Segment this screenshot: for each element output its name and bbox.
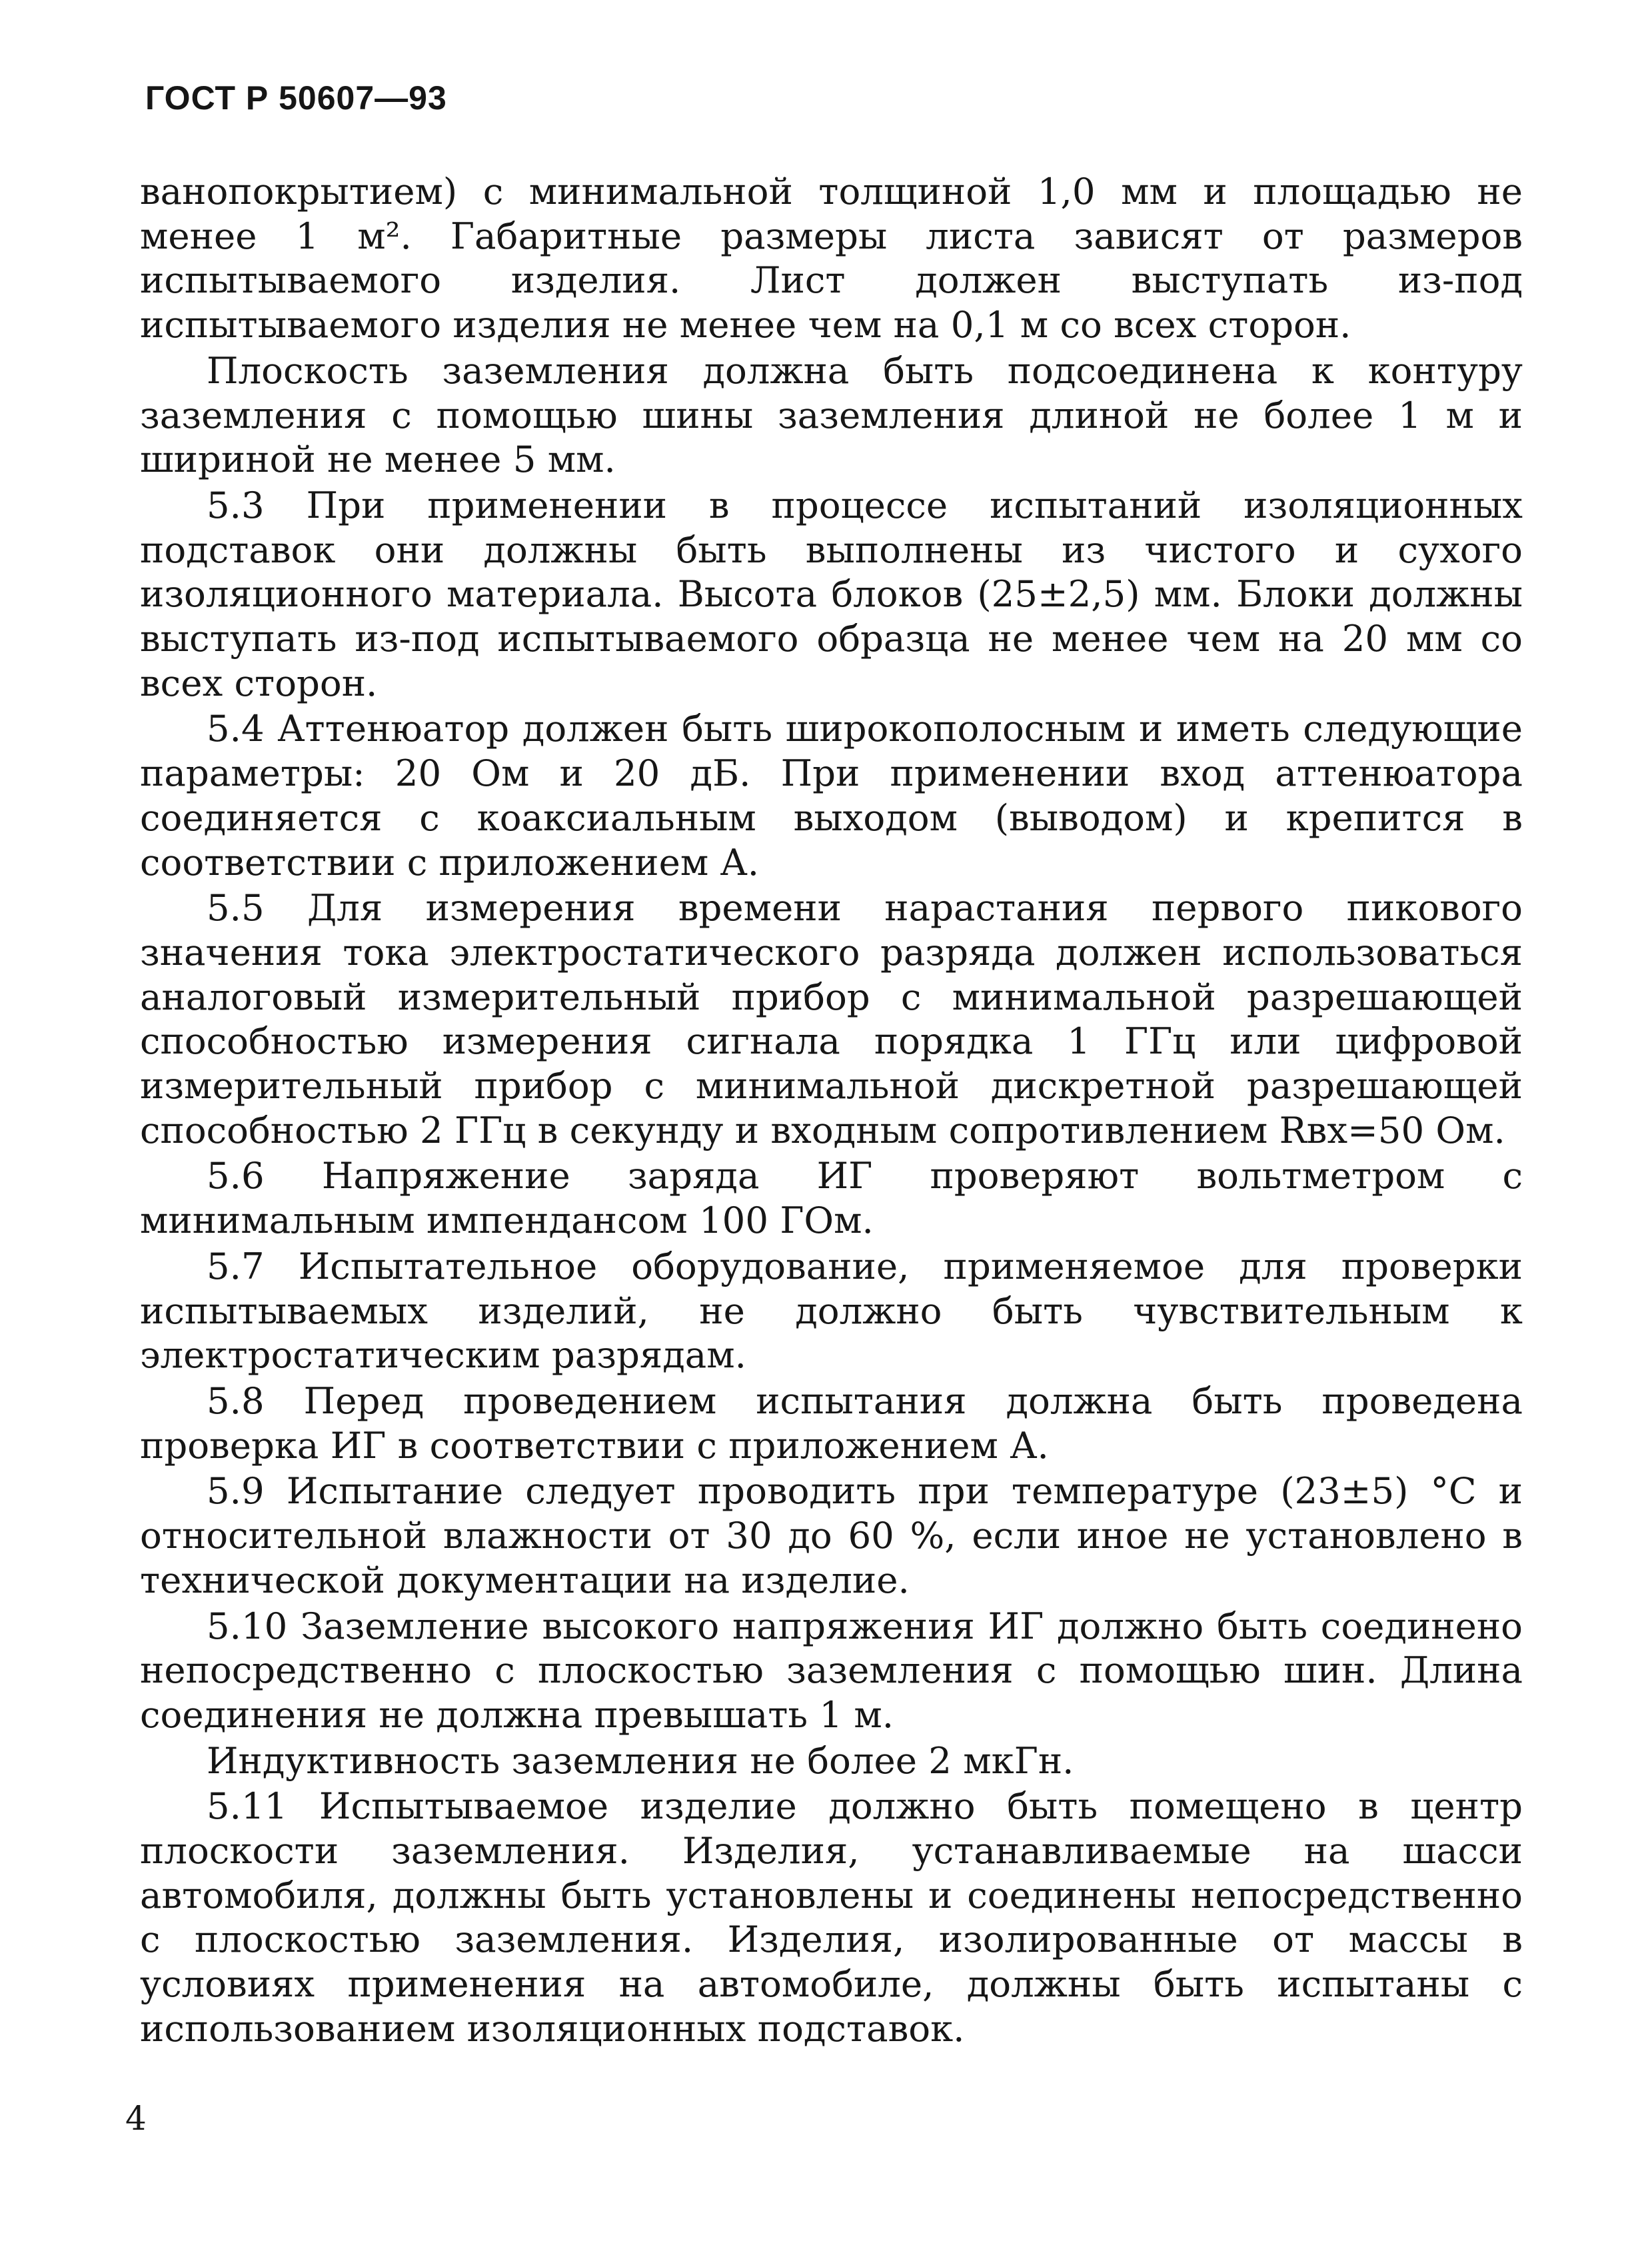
document-body [140,169,1523,2052]
paragraph-ground-plane: Плоскость заземления должна быть подсоединена к контуру заземления с помощью шины заземления длиной не более 1 м и шириной не менее 5 мм. [140,349,1523,481]
paragraph-5-3: 5.3 При применении в процессе испытаний изоляционных подставок они должны быть выполнены из чистого и сухого изоляционного материала. Высота блоков (25±2,5) мм. Блоки должны выступать из-под испытываемого образца не менее чем на 20 мм со всех сторон. [140,483,1523,704]
paragraph-5-10: 5.10 Заземление высокого напряжения ИГ должно быть соединено непосредственно с плоскостью заземления с помощью шин. Длина соединения не должна превышать 1 м. [140,1604,1523,1736]
paragraph-5-5: 5.5 Для измерения времени нарастания первого пикового значения тока электростатического разряда должен использоваться аналоговый измерительный прибор с минимальной разрешающей способностью измерения сигнала порядка 1 ГГц или цифровой измерительный прибор с минимальной дискретной разрешающей способностью 2 ГГц в секунду и входным сопротивлением Rвх=50 Ом. [140,886,1523,1151]
paragraph-continuation: ванопокрытием) с минимальной толщиной 1,0 мм и площадью не менее 1 м². Габаритные размеры листа зависят от размеров испытываемого изделия. Лист должен выступать из-под испытываемого изделия не менее чем на 0,1 м со всех сторон. [140,170,1523,347]
paragraph-inductance: Индуктивность заземления не более 2 мкГн. [207,1739,1074,1782]
paragraph-5-11: 5.11 Испытываемое изделие должно быть помещено в центр плоскости заземления. Изделия, устанавливаемые на шасси автомобиля, должны быть установлены и соединены непосредственно с плоскостью заземления. Изделия, изолированные от массы в условиях применения на автомобиле, должны быть испытаны с использованием изоляционных подставок. [140,1785,1523,2050]
paragraph-5-9: 5.9 Испытание следует проводить при температуре (23±5) °С и относительной влажности от 30 до 60 %, если иное не установлено в технической документации на изделие. [140,1469,1523,1601]
document-header: ГОСТ Р 50607—93 [145,79,447,117]
paragraph-5-8: 5.8 Перед проведением испытания должна быть проведена проверка ИГ в соответствии с приложением А. [140,1379,1523,1467]
paragraph-5-4: 5.4 Аттенюатор должен быть широкополосным и иметь следующие параметры: 20 Ом и 20 дБ. При применении вход аттенюатора соединяется с коаксиальным выходом (выводом) и крепится в соответствии с приложением А. [140,707,1523,884]
page-number: 4 [125,2099,147,2138]
paragraph-5-6: 5.6 Напряжение заряда ИГ проверяют вольтметром с минимальным импендансом 100 ГОм. [140,1154,1523,1242]
paragraph-5-7: 5.7 Испытательное оборудование, применяемое для проверки испытываемых изделий, не должно быть чувствительным к электростатическим разрядам. [140,1244,1523,1377]
